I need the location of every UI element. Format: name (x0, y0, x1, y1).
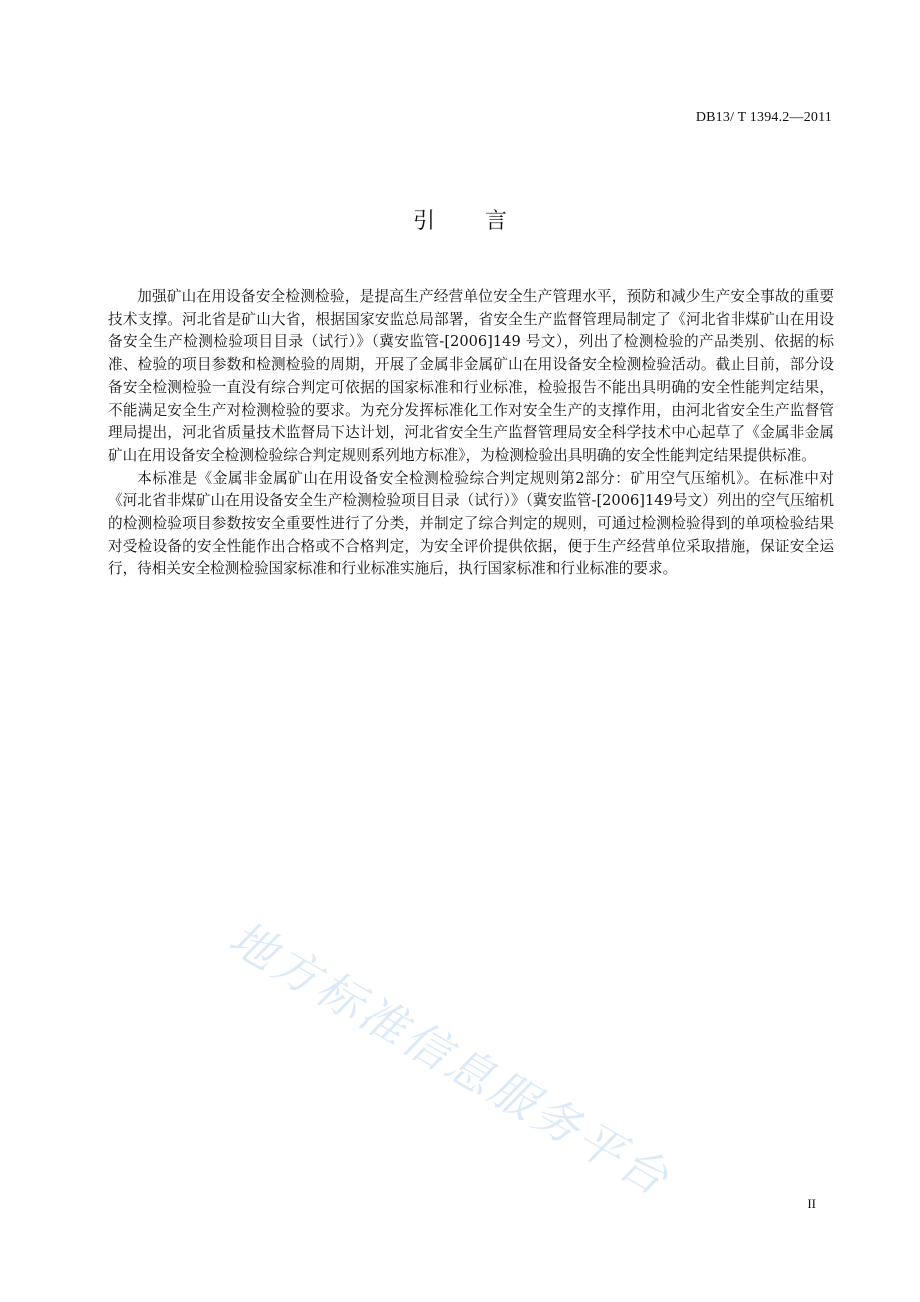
document-code: DB13/ T 1394.2—2011 (695, 110, 832, 125)
page-number: II (807, 1196, 816, 1211)
paragraph-1: 加强矿山在用设备安全检测检验，是提高生产经营单位安全生产管理水平，预防和减少生产安全事故的重要技术支撑。河北省是矿山大省，根据国家安监总局部署，省安全生产监督管理局制定了《河北省非煤矿山在用设备安全生产检测检验项目目录（试行）》（冀安监管-[2006]149 号文），列出了检测检验的产品类别、依据的标准、检验的项目参数和检测检验的周期，开展了金属非金属矿山在用设备安全检测检验活动。截止目前，部分设备安全检测检验一直没有综合判定可依据的国家标准和行业标准，检验报告不能出具明确的安全性能判定结果，不能满足安全生产对检测检验的要求。为充分发挥标准化工作对安全生产的支撑作用，由河北省安全生产监督管理局提出，河北省质量技术监督局下达计划，河北省安全生产监督管理局安全科学技术中心起草了《金属非金属矿山在用设备安全检测检验综合判定规则系列地方标准》，为检测检验出具明确的安全性能判定结果提供标准。 (108, 288, 834, 464)
document-body (108, 286, 834, 581)
watermark: 地方标准信息服务平台 (220, 910, 681, 1207)
page-title: 引言 (412, 209, 557, 234)
paragraph-2: 本标准是《金属非金属矿山在用设备安全检测检验综合判定规则第2部分：矿用空气压缩机》。在标准中对《河北省非煤矿山在用设备安全生产检测检验项目目录（试行）》（冀安监管-[2006]149号文）列出的空气压缩机的检测检验项目参数按安全重要性进行了分类，并制定了综合判定的规则，可通过检测检验得到的单项检验结果对受检设备的安全性能作出合格或不合格判定，为安全评价提供依据，便于生产经营单位采取措施，保证安全运行，待相关安全检测检验国家标准和行业标准实施后，执行国家标准和行业标准的要求。 (108, 469, 834, 578)
